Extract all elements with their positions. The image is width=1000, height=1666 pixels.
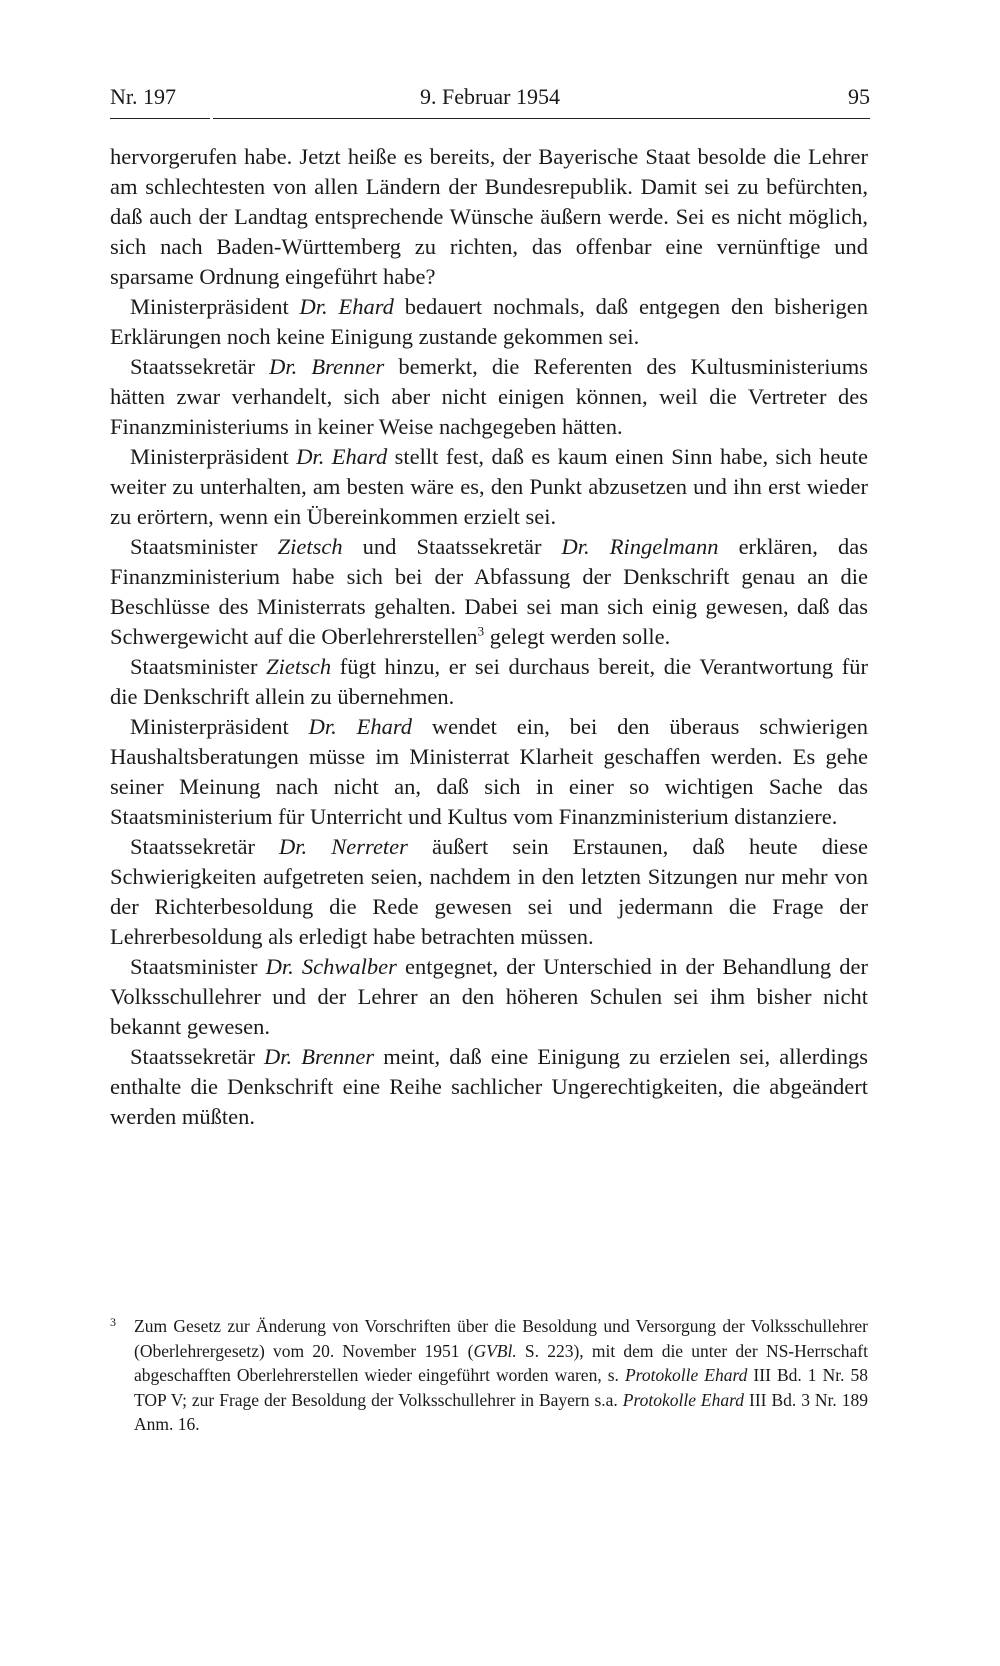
- document-number: Nr. 197: [110, 84, 176, 109]
- paragraph: Staatsminister Zietsch fügt hinzu, er sei durchaus bereit, die Verantwortung für die Denkschrift allein zu übernehmen.: [110, 654, 868, 709]
- running-header: [110, 84, 870, 120]
- speaker-name: Dr. Schwalber: [265, 954, 397, 979]
- paragraph: Ministerpräsident Dr. Ehard wendet ein, bei den überaus schwierigen Haushaltsberatungen müsse im Ministerrat Klarheit geschaffen werden. Es gehe seiner Meinung nach nicht an, daß sich in einer so wichtigen Sache das Staatsministerium für Unterricht und Kultus vom Finanzministerium distanziere.: [110, 714, 868, 829]
- paragraph: Staatsminister Dr. Schwalber entgegnet, der Unterschied in der Behandlung der Volksschullehrer und der Lehrer an den höheren Schulen sei ihm bisher nicht bekannt gewesen.: [110, 954, 869, 1039]
- speaker-name: Dr. Ehard: [299, 294, 394, 319]
- speaker-name: Dr. Brenner: [264, 1044, 375, 1069]
- paragraph: Staatsminister Zietsch und Staatssekretär Dr. Ringelmann erklären, das Finanzministerium habe sich bei der Abfassung der Denkschrift genau an die Beschlüsse des Ministerrats gehalten. Dabei sei man sich einig gewesen, daß das Schwergewicht auf die Oberlehrerstellen$^3$ gelegt werden solle.: [110, 534, 868, 649]
- speaker-name: Zietsch: [277, 534, 343, 559]
- page-number: 95: [848, 84, 870, 109]
- speaker-name: Dr. Nerreter: [279, 834, 408, 859]
- paragraph: Staatssekretär Dr. Nerreter äußert sein Erstaunen, daß heute diese Schwierigkeiten aufgetreten seien, nachdem in den letzten Sitzungen nur mehr von der Richterbesoldung die Rede gewesen sei und jedermann die Frage der Lehrerbesoldung als erledigt habe betrachten müssen.: [110, 834, 868, 949]
- paragraph: hervorgerufen habe. Jetzt heiße es bereits, der Bayerische Staat besolde die Lehrer am schlechtesten von allen Ländern der Bundesrepublik. Damit sei zu befürchten, daß auch der Landtag entsprechende Wünsche äußern werde. Sei es nicht möglich, sich nach Baden-Württemberg zu richten, das offenbar eine vernünftige und sparsame Ordnung eingeführt habe?: [110, 144, 868, 289]
- footnote: [110, 1314, 868, 1437]
- speaker-name: Dr. Ehard: [308, 714, 413, 739]
- header-rule: [213, 118, 870, 119]
- paragraph: Ministerpräsident Dr. Ehard stellt fest, daß es kaum einen Sinn habe, sich heute weiter zu unterhalten, am besten wäre es, den Punkt abzusetzen und ihn erst wieder zu erörtern, wenn ein Übereinkommen erzielt sei.: [110, 444, 868, 529]
- paragraph: Ministerpräsident Dr. Ehard bedauert nochmals, daß entgegen den bisherigen Erklärungen noch keine Einigung zustande gekommen sei.: [110, 294, 868, 349]
- header-rule: [110, 118, 210, 119]
- speaker-name: Zietsch: [266, 654, 332, 679]
- speaker-name: Dr. Ringelmann: [561, 534, 719, 559]
- speaker-name: Dr. Brenner: [269, 354, 385, 379]
- body-text: [110, 142, 868, 1132]
- speaker-name: Dr. Ehard: [296, 444, 388, 469]
- paragraph: Staatssekretär Dr. Brenner bemerkt, die Referenten des Kultusministeriums hätten zwar verhandelt, sich aber nicht einigen können, weil die Vertreter des Finanzministeriums in keiner Weise nachgegeben hätten.: [110, 354, 868, 439]
- paragraph: Staatssekretär Dr. Brenner meint, daß eine Einigung zu erzielen sei, allerdings enthalte die Denkschrift eine Reihe sachlicher Ungerechtigkeiten, die abgeändert werden müßten.: [110, 1044, 868, 1129]
- document-date: 9. Februar 1954: [420, 84, 560, 109]
- footnote-text: Zum Gesetz zur Änderung von Vorschriften über die Besoldung und Versorgung der Volksschullehrer (Oberlehrergesetz) vom 20. November 1951 (GVBl. S. 223), mit dem die unter der NS-Herrschaft abgeschafften Oberlehrerstellen wieder eingeführt worden waren, s. Protokolle Ehard III Bd. 1 Nr. 58 TOP V; zur Frage der Besoldung der Volksschullehrer in Bayern s.a. Protokolle Ehard III Bd. 3 Nr. 189 Anm. 16.: [134, 1316, 869, 1434]
- footnote-reference[interactable]: 3: [477, 623, 485, 639]
- footnote-mark: 3: [110, 1315, 116, 1329]
